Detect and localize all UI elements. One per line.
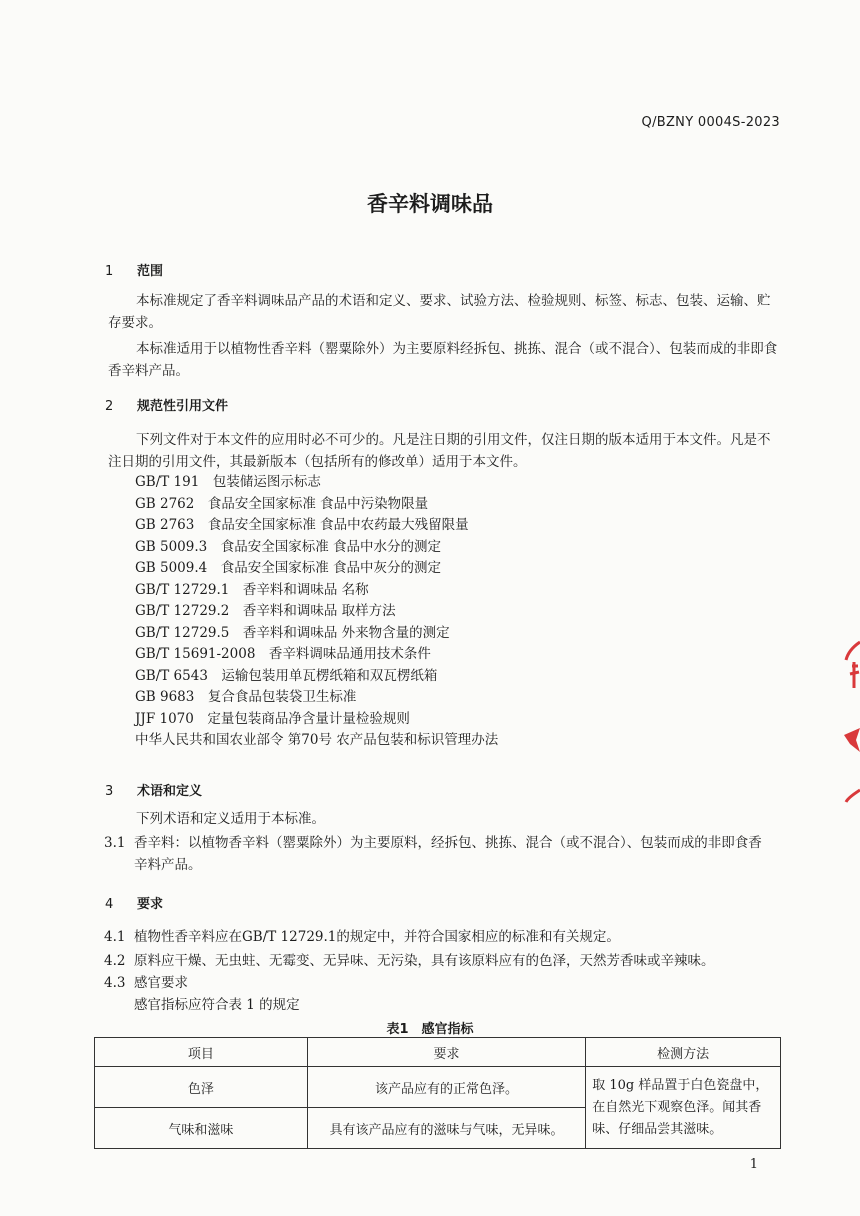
section-title: 术语和定义 bbox=[137, 784, 203, 799]
section-title: 范围 bbox=[137, 264, 164, 279]
item-number: 4.1 bbox=[104, 929, 126, 945]
section-title: 要求 bbox=[137, 897, 164, 912]
section-1-heading bbox=[105, 260, 163, 279]
standard-code: Q/BZNY 0004S-2023 bbox=[641, 115, 780, 130]
item-number: 4.2 bbox=[104, 953, 126, 969]
page-number: 1 bbox=[749, 1157, 758, 1172]
section-number: 3 bbox=[105, 784, 114, 799]
section-2-heading bbox=[105, 395, 228, 414]
requirement-4-2 bbox=[104, 950, 784, 972]
section-4-heading bbox=[105, 893, 163, 912]
red-seal-stamp bbox=[830, 640, 860, 810]
section-title: 规范性引用文件 bbox=[137, 399, 229, 414]
section-number: 2 bbox=[105, 399, 114, 414]
item-number: 3.1 bbox=[104, 835, 126, 851]
reference-item: GB/T 12729.2 香辛料和调味品 取样方法 bbox=[135, 603, 396, 619]
scope-paragraph-1: 本标准规定了香辛料调味品产品的术语和定义、要求、试验方法、检验规则、标签、标志、包装、运输、贮存要求。 bbox=[108, 293, 771, 331]
requirement-4-1 bbox=[104, 926, 784, 948]
sensory-table bbox=[94, 1037, 781, 1149]
terms-intro: 下列术语和定义适用于本标准。 bbox=[136, 811, 325, 827]
section-3-heading bbox=[105, 780, 202, 799]
sensory-intro: 感官指标应符合表 1 的规定 bbox=[134, 997, 300, 1013]
item-number: 4.3 bbox=[104, 975, 126, 991]
column-header: 项目 bbox=[95, 1038, 308, 1067]
table-cell-requirement: 具有该产品应有的滋味与气味，无异味。 bbox=[307, 1108, 586, 1149]
references-intro: 下列文件对于本文件的应用时必不可少的。凡是注日期的引用文件，仅注日期的版本适用于本文件。凡是不注日期的引用文件，其最新版本（包括所有的修改单）适用于本文件。 bbox=[108, 432, 771, 470]
reference-item: GB 5009.4 食品安全国家标准 食品中灰分的测定 bbox=[135, 560, 442, 576]
reference-item: GB 2762 食品安全国家标准 食品中污染物限量 bbox=[135, 495, 429, 512]
item-text: 香辛料：以植物香辛料（罂粟除外）为主要原料，经拆包、挑拣、混合（或不混合）、包装而成的非即食香辛料产品。 bbox=[134, 835, 762, 873]
definition-3-1 bbox=[104, 832, 784, 876]
table-cell-method: 取 10g 样品置于白色瓷盘中，在自然光下观察色泽。闻其香味、仔细品尝其滋味。 bbox=[586, 1067, 781, 1149]
scope-paragraph-2: 本标准适用于以植物性香辛料（罂粟除外）为主要原料经拆包、挑拣、混合（或不混合）、包装而成的非即食香辛料产品。 bbox=[108, 341, 778, 379]
reference-item: GB 2763 食品安全国家标准 食品中农药最大残留限量 bbox=[135, 517, 469, 533]
table-title: 表1 感官指标 bbox=[386, 1022, 474, 1037]
item-text: 感官要求 bbox=[134, 975, 188, 991]
reference-item: GB 5009.3 食品安全国家标准 食品中水分的测定 bbox=[135, 538, 442, 555]
reference-item: GB/T 6543 运输包装用单瓦楞纸箱和双瓦楞纸箱 bbox=[135, 667, 438, 684]
table-cell-requirement: 该产品应有的正常色泽。 bbox=[307, 1067, 586, 1108]
reference-item: GB 9683 复合食品包装袋卫生标准 bbox=[135, 689, 357, 705]
table-cell-item: 色泽 bbox=[95, 1067, 308, 1108]
document-title: 香辛料调味品 bbox=[367, 192, 493, 216]
requirement-4-3 bbox=[104, 972, 784, 994]
table-header-row bbox=[95, 1038, 781, 1067]
table-row bbox=[95, 1067, 781, 1108]
column-header: 要求 bbox=[307, 1038, 586, 1067]
reference-list bbox=[135, 472, 498, 752]
reference-item: 中华人民共和国农业部令 第70号 农产品包装和标识管理办法 bbox=[135, 732, 499, 748]
item-text: 原料应干燥、无虫蛀、无霉变、无异味、无污染，具有该原料应有的色泽，天然芳香味或辛辣味。 bbox=[134, 953, 715, 969]
item-text: 植物性香辛料应在GB/T 12729.1的规定中，并符合国家相应的标准和有关规定。 bbox=[134, 929, 620, 945]
reference-item: GB/T 15691-2008 香辛料调味品通用技术条件 bbox=[135, 646, 431, 662]
reference-item: GB/T 12729.5 香辛料和调味品 外来物含量的测定 bbox=[135, 624, 450, 641]
reference-item: GB/T 191 包装储运图示标志 bbox=[135, 474, 321, 490]
section-number: 4 bbox=[105, 897, 114, 912]
table-cell-item: 气味和滋味 bbox=[95, 1108, 308, 1149]
section-number: 1 bbox=[105, 264, 114, 279]
reference-item: GB/T 12729.1 香辛料和调味品 名称 bbox=[135, 581, 369, 598]
column-header: 检测方法 bbox=[586, 1038, 781, 1067]
reference-item: JJF 1070 定量包装商品净含量计量检验规则 bbox=[135, 710, 410, 727]
